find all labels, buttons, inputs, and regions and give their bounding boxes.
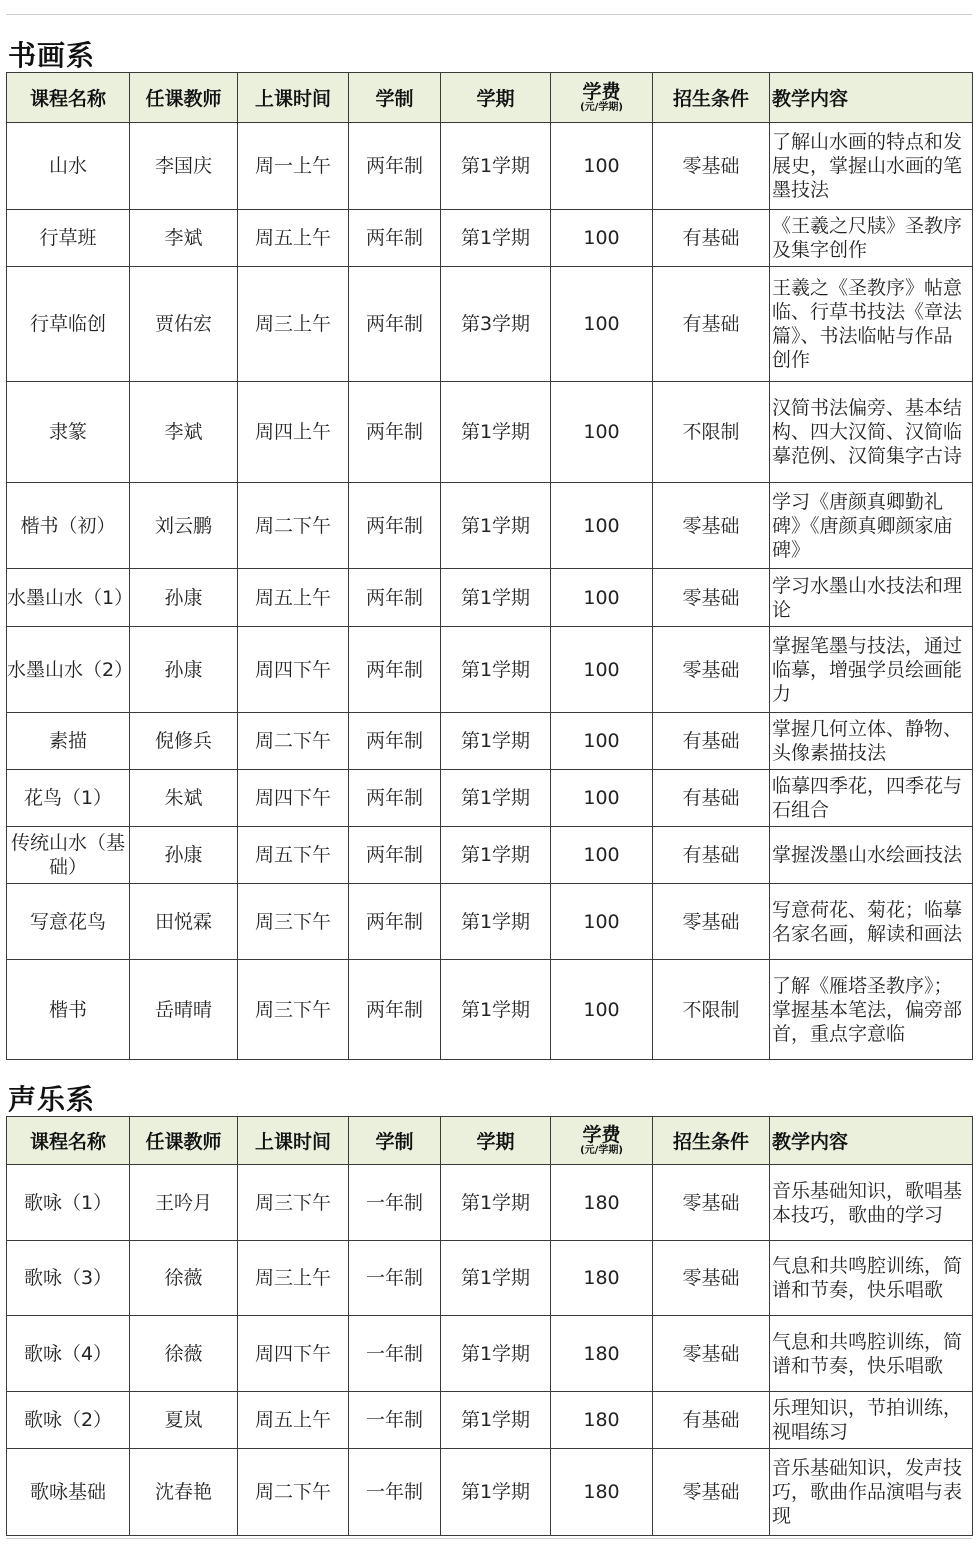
term-cell: 第1学期: [441, 1449, 551, 1536]
fee-label: 学费: [582, 1123, 621, 1146]
teacher-cell: 徐薇: [130, 1241, 238, 1316]
term-cell: 第1学期: [441, 827, 551, 884]
program-length-cell: 两年制: [349, 267, 441, 382]
fee-cell: 100: [551, 569, 653, 627]
term-cell: 第1学期: [441, 770, 551, 827]
enrollment-condition-cell: 零基础: [653, 1449, 770, 1536]
enrollment-condition-cell: 零基础: [653, 123, 770, 210]
fee-cell: 100: [551, 123, 653, 210]
class-time-cell: 周一上午: [238, 123, 349, 210]
class-time-cell: 周五上午: [238, 210, 349, 267]
program-length-cell: 一年制: [349, 1241, 441, 1316]
teaching-content-cell: 掌握笔墨与技法，通过临摹，增强学员绘画能力: [770, 627, 973, 713]
teaching-content-cell: 《王羲之尺牍》圣教序及集字创作: [770, 210, 973, 267]
enrollment-condition-cell: 零基础: [653, 1165, 770, 1241]
table-row: [7, 267, 973, 382]
enrollment-condition-cell: 零基础: [653, 569, 770, 627]
course-name-cell: 歌咏基础: [7, 1449, 130, 1536]
teaching-content-cell: 学习水墨山水技法和理论: [770, 569, 973, 627]
fee-cell: 100: [551, 627, 653, 713]
course-name-cell: 歌咏（1）: [7, 1165, 130, 1241]
course-name-cell: 歌咏（4）: [7, 1316, 130, 1392]
fee-cell: 100: [551, 483, 653, 569]
enrollment-condition-cell: 零基础: [653, 1316, 770, 1392]
teaching-content-cell: 临摹四季花，四季花与石组合: [770, 770, 973, 827]
course-name-cell: 隶篆: [7, 382, 130, 483]
header-row: [7, 1117, 973, 1165]
col-header-teacher: 任课教师: [130, 73, 238, 123]
term-cell: 第1学期: [441, 627, 551, 713]
fee-cell: 100: [551, 267, 653, 382]
table-row: [7, 960, 973, 1060]
teacher-cell: 孙康: [130, 827, 238, 884]
term-cell: 第1学期: [441, 960, 551, 1060]
col-header-name: 课程名称: [7, 1117, 130, 1165]
teaching-content-cell: 了解《雁塔圣教序》；掌握基本笔法，偏旁部首，重点字意临: [770, 960, 973, 1060]
class-time-cell: 周五上午: [238, 1392, 349, 1449]
fee-cell: 100: [551, 827, 653, 884]
table-row: [7, 569, 973, 627]
term-cell: 第1学期: [441, 483, 551, 569]
fee-cell: 180: [551, 1316, 653, 1392]
class-time-cell: 周五下午: [238, 827, 349, 884]
class-time-cell: 周四下午: [238, 1316, 349, 1392]
term-cell: 第1学期: [441, 1392, 551, 1449]
fee-cell: 180: [551, 1241, 653, 1316]
program-length-cell: 两年制: [349, 210, 441, 267]
class-time-cell: 周三下午: [238, 960, 349, 1060]
table-row: [7, 210, 973, 267]
col-header-teacher: 任课教师: [130, 1117, 238, 1165]
teacher-cell: 田悦霖: [130, 884, 238, 960]
table-row: [7, 1449, 973, 1536]
course-name-cell: 歌咏（3）: [7, 1241, 130, 1316]
enrollment-condition-cell: 不限制: [653, 382, 770, 483]
program-length-cell: 一年制: [349, 1316, 441, 1392]
enrollment-condition-cell: 有基础: [653, 267, 770, 382]
enrollment-condition-cell: 零基础: [653, 627, 770, 713]
teaching-content-cell: 学习《唐颜真卿勤礼碑》《唐颜真卿颜家庙碑》: [770, 483, 973, 569]
table-row: [7, 1316, 973, 1392]
course-name-cell: 行草临创: [7, 267, 130, 382]
program-length-cell: 两年制: [349, 123, 441, 210]
enrollment-condition-cell: 有基础: [653, 210, 770, 267]
teaching-content-cell: 气息和共鸣腔训练，简谱和节奏，快乐唱歌: [770, 1316, 973, 1392]
fee-cell: 100: [551, 770, 653, 827]
fee-cell: 180: [551, 1449, 653, 1536]
teacher-cell: 朱斌: [130, 770, 238, 827]
class-time-cell: 周三下午: [238, 884, 349, 960]
program-length-cell: 一年制: [349, 1449, 441, 1536]
col-header-time: 上课时间: [238, 1117, 349, 1165]
program-length-cell: 两年制: [349, 960, 441, 1060]
program-length-cell: 两年制: [349, 483, 441, 569]
teaching-content-cell: 掌握几何立体、静物、头像素描技法: [770, 713, 973, 770]
table-row: [7, 770, 973, 827]
course-name-cell: 花鸟（1）: [7, 770, 130, 827]
program-length-cell: 一年制: [349, 1392, 441, 1449]
class-time-cell: 周四下午: [238, 627, 349, 713]
term-cell: 第1学期: [441, 210, 551, 267]
col-header-term: 学期: [441, 73, 551, 123]
fee-unit: (元/学期): [580, 101, 623, 113]
teacher-cell: 刘云鹏: [130, 483, 238, 569]
table-row: [7, 483, 973, 569]
teacher-cell: 李斌: [130, 210, 238, 267]
teaching-content-cell: 音乐基础知识，发声技巧，歌曲作品演唱与表现: [770, 1449, 973, 1536]
program-length-cell: 两年制: [349, 713, 441, 770]
col-header-content: 教学内容: [770, 1117, 973, 1165]
teacher-cell: 李国庆: [130, 123, 238, 210]
fee-cell: 100: [551, 884, 653, 960]
section-title: 声乐系: [8, 1083, 96, 1116]
table-body: [7, 123, 973, 1060]
table-row: [7, 1165, 973, 1241]
enrollment-condition-cell: 有基础: [653, 827, 770, 884]
teacher-cell: 沈春艳: [130, 1449, 238, 1536]
teacher-cell: 夏岚: [130, 1392, 238, 1449]
course-name-cell: 歌咏（2）: [7, 1392, 130, 1449]
table-row: [7, 627, 973, 713]
course-name-cell: 传统山水（基础）: [7, 827, 130, 884]
program-length-cell: 两年制: [349, 569, 441, 627]
class-time-cell: 周二下午: [238, 483, 349, 569]
fee-cell: 100: [551, 713, 653, 770]
teacher-cell: 孙康: [130, 627, 238, 713]
enrollment-condition-cell: 不限制: [653, 960, 770, 1060]
course-name-cell: 行草班: [7, 210, 130, 267]
program-length-cell: 两年制: [349, 382, 441, 483]
course-name-cell: 水墨山水（1）: [7, 569, 130, 627]
enrollment-condition-cell: 零基础: [653, 1241, 770, 1316]
term-cell: 第1学期: [441, 123, 551, 210]
fee-cell: 180: [551, 1392, 653, 1449]
teacher-cell: 孙康: [130, 569, 238, 627]
col-header-condition: 招生条件: [653, 1117, 770, 1165]
teaching-content-cell: 乐理知识，节拍训练，视唱练习: [770, 1392, 973, 1449]
class-time-cell: 周二下午: [238, 713, 349, 770]
teaching-content-cell: 了解山水画的特点和发展史，掌握山水画的笔墨技法: [770, 123, 973, 210]
program-length-cell: 两年制: [349, 827, 441, 884]
fee-label: 学费: [582, 80, 621, 103]
col-header-system: 学制: [349, 73, 441, 123]
course-name-cell: 水墨山水（2）: [7, 627, 130, 713]
class-time-cell: 周三下午: [238, 1165, 349, 1241]
term-cell: 第1学期: [441, 569, 551, 627]
term-cell: 第1学期: [441, 382, 551, 483]
course-name-cell: 山水: [7, 123, 130, 210]
table-row: [7, 884, 973, 960]
enrollment-condition-cell: 零基础: [653, 483, 770, 569]
enrollment-condition-cell: 有基础: [653, 1392, 770, 1449]
col-header-condition: 招生条件: [653, 73, 770, 123]
fee-cell: 100: [551, 210, 653, 267]
class-time-cell: 周三上午: [238, 1241, 349, 1316]
col-header-content: 教学内容: [770, 73, 973, 123]
teacher-cell: 徐薇: [130, 1316, 238, 1392]
col-header-term: 学期: [441, 1117, 551, 1165]
teacher-cell: 岳晴晴: [130, 960, 238, 1060]
table-row: [7, 827, 973, 884]
program-length-cell: 两年制: [349, 627, 441, 713]
term-cell: 第3学期: [441, 267, 551, 382]
teacher-cell: 贾佑宏: [130, 267, 238, 382]
col-header-time: 上课时间: [238, 73, 349, 123]
fee-cell: 100: [551, 382, 653, 483]
table-row: [7, 123, 973, 210]
fee-unit: (元/学期): [580, 1144, 623, 1156]
top-divider: [6, 14, 972, 15]
table-row: [7, 382, 973, 483]
class-time-cell: 周二下午: [238, 1449, 349, 1536]
course-table: [6, 72, 973, 1060]
term-cell: 第1学期: [441, 1316, 551, 1392]
course-name-cell: 写意花鸟: [7, 884, 130, 960]
col-header-fee: [551, 1117, 653, 1165]
enrollment-condition-cell: 有基础: [653, 713, 770, 770]
teaching-content-cell: 写意荷花、菊花；临摹名家名画，解读和画法: [770, 884, 973, 960]
col-header-fee: [551, 73, 653, 123]
course-name-cell: 楷书: [7, 960, 130, 1060]
term-cell: 第1学期: [441, 1165, 551, 1241]
program-length-cell: 两年制: [349, 884, 441, 960]
table-row: [7, 1241, 973, 1316]
enrollment-condition-cell: 零基础: [653, 884, 770, 960]
teaching-content-cell: 掌握泼墨山水绘画技法: [770, 827, 973, 884]
course-name-cell: 楷书（初）: [7, 483, 130, 569]
col-header-name: 课程名称: [7, 73, 130, 123]
table-row: [7, 713, 973, 770]
course-table: [6, 1116, 973, 1536]
term-cell: 第1学期: [441, 884, 551, 960]
col-header-system: 学制: [349, 1117, 441, 1165]
teacher-cell: 倪修兵: [130, 713, 238, 770]
fee-cell: 180: [551, 1165, 653, 1241]
header-row: [7, 73, 973, 123]
teacher-cell: 王吟月: [130, 1165, 238, 1241]
term-cell: 第1学期: [441, 1241, 551, 1316]
section-title: 书画系: [8, 39, 96, 72]
bottom-divider: [6, 1538, 972, 1539]
class-time-cell: 周三上午: [238, 267, 349, 382]
teaching-content-cell: 气息和共鸣腔训练，简谱和节奏，快乐唱歌: [770, 1241, 973, 1316]
enrollment-condition-cell: 有基础: [653, 770, 770, 827]
course-name-cell: 素描: [7, 713, 130, 770]
fee-cell: 100: [551, 960, 653, 1060]
class-time-cell: 周四上午: [238, 382, 349, 483]
term-cell: 第1学期: [441, 713, 551, 770]
teacher-cell: 李斌: [130, 382, 238, 483]
teaching-content-cell: 音乐基础知识，歌唱基本技巧，歌曲的学习: [770, 1165, 973, 1241]
class-time-cell: 周五上午: [238, 569, 349, 627]
teaching-content-cell: 王羲之《圣教序》帖意临、行草书技法《章法篇》、书法临帖与作品创作: [770, 267, 973, 382]
table-body: [7, 1165, 973, 1536]
program-length-cell: 一年制: [349, 1165, 441, 1241]
class-time-cell: 周四下午: [238, 770, 349, 827]
teaching-content-cell: 汉简书法偏旁、基本结构、四大汉简、汉简临摹范例、汉简集字古诗: [770, 382, 973, 483]
program-length-cell: 两年制: [349, 770, 441, 827]
table-row: [7, 1392, 973, 1449]
